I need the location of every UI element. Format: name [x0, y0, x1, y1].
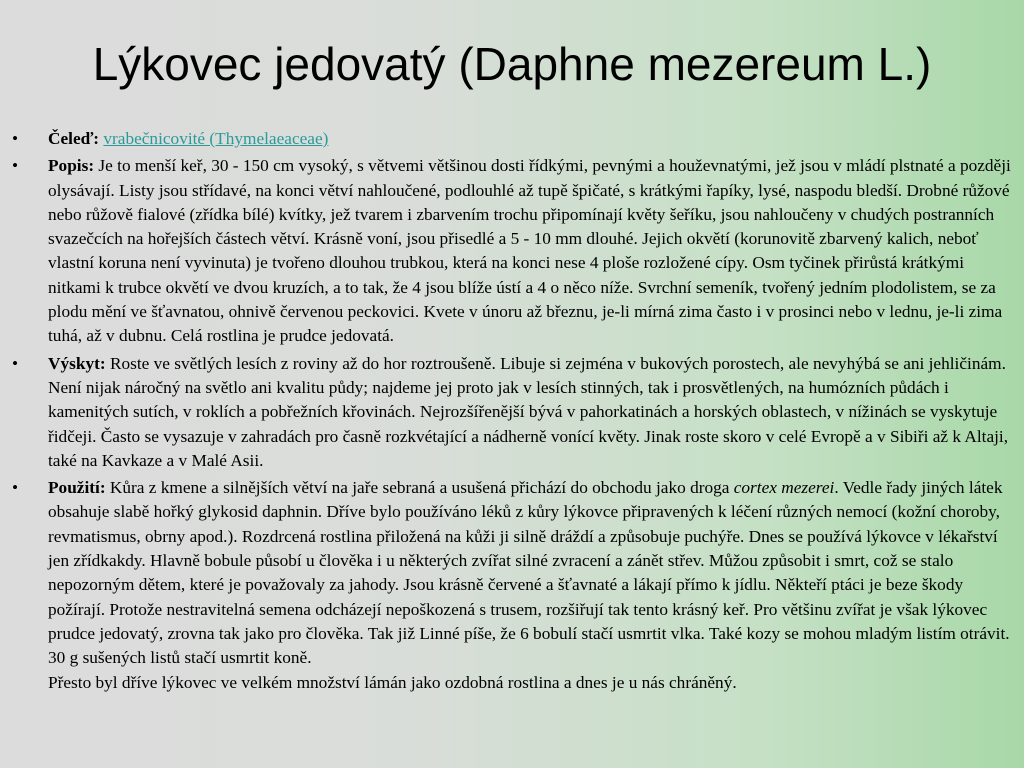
label-vyskyt: Výskyt: — [48, 353, 106, 373]
text-pouziti-italic: cortex mezerei — [733, 478, 835, 498]
text-popis: Je to menší keř, 30 - 150 cm vysoký, s větvemi většinou dosti řídkými, pevnými a houževnatými, jež jsou v mládí plstnaté a později olysávají. Listy jsou střídavé, na konci větví nahloučené, podlouhlé až tupě špičaté, s krátkými řapíky, lysé, naspodu bledší. Drobné růžové nebo růžově fialové (zřídka bílé) kvítky, jež tvarem i zbarvením trochu připomínají květy šeříku, jsou nahloučeny v chudých postranních svazečcích na hořejších částech větví. Krásně voní, jsou přisedlé a 5 - 10 mm dlouhé. Jejich okvětí (korunovitě zbarvený kalich, neboť vlastní koruna není vyvinuta) je tvořeno dlouhou trubkou, která na konci nese 4 ploše rozložené cípy. Osm tyčinek přirůstá krátkými nitkami k trubce okvětí ve dvou kruzích, a to tak, že 4 jsou blíže ústí a 4 o něco níže. Svrchní semeník, tvořený jedním plodolistem, se za plodu mění ve šťavnatou, ohnivě červenou peckovici. Kvete v únoru až březnu, je-li mírná zima často i v prosinci nebo v lednu, je-li zima tuhá, až v dubnu. Celá rostlina je prudce jedovatá. — [48, 156, 1011, 346]
label-celed: Čeleď: — [48, 129, 100, 148]
list-item-popis — [12, 154, 1014, 348]
bullet: • — [12, 156, 19, 176]
bullet: • — [12, 129, 19, 148]
list-item-pouziti — [12, 476, 1014, 695]
family-link[interactable]: vrabečnicovité (Thymelaeaceae) — [103, 129, 329, 148]
list-item-celed — [12, 127, 1014, 151]
text-vyskyt: Roste ve světlých lesích z roviny až do hor roztroušeně. Libuje si zejména v bukových porostech, ale nevyhýbá se ani jehličinám. Není nijak náročný na světlo ani kvalitu půdy; najdeme jej proto jak v lesích stinných, tak i prosvětlených, na humózních půdách i kamenitých sutích, v roklích a pobřežních křovinách. Nejrozšířenější bývá v pahorkatinách a horských oblastech, v nížinách se vyskytuje řidčeji. Často se vysazuje v zahradách pro časně rozkvétající a nádherně vonící květy. Jinak roste skoro v celé Evropě a v Sibiři až k Altaji, také na Kavkaze a v Malé Asii. — [48, 353, 1009, 470]
text-pouziti-after: . Vedle řady jiných látek obsahuje slabě hořký glykosid daphnin. Dříve bylo používáno léků z kůry lýkovce připravených k léčení různých nemocí (kožní choroby, revmatismus, obrny apod.). Rozdrcená rostlina přiložená na kůži ji silně dráždí a způsobuje puchýře. Dnes se používá lýkovce v lékařství jen zřídkakdy. Hlavně bobule působí u člověka i u některých zvířat silné zvracení a zánět střev. Můžou způsobit i smrt, což se stalo nepozorným dětem, které je považovaly za jahody. Jsou krásně červené a šťavnaté a lákají přímo k jídlu. Někteří ptáci je beze škody požírají. Protože nestravitelná semena odcházejí nepoškozená s trusem, rozšiřují tak tento krásný keř. Pro většinu zvířat je však lýkovec prudce jedovatý, zrovna tak jako pro člověka. Tak již Linné píše, že 6 bobulí stačí usmrtit vlka. Také kozy se mohou mladým listím otrávit. 30 g sušených listů stačí usmrtit koně. — [48, 478, 1010, 668]
bullet: • — [12, 478, 19, 498]
list-item-vyskyt — [12, 352, 1014, 473]
label-popis: Popis: — [48, 156, 95, 176]
text-pouziti-last: Přesto byl dříve lýkovec ve velkém množství lámán jako ozdobná rostlina a dnes je u nás chráněný. — [48, 672, 737, 692]
text-pouziti-before: Kůra z kmene a silnějších větví na jaře sebraná a usušená přichází do obchodu jako droga — [109, 478, 734, 498]
content-list — [12, 127, 1014, 698]
slide-title: Lýkovec jedovatý (Daphne mezereum L.) — [92, 38, 932, 90]
bullet: • — [12, 353, 19, 373]
label-pouziti: Použití: — [48, 478, 106, 498]
